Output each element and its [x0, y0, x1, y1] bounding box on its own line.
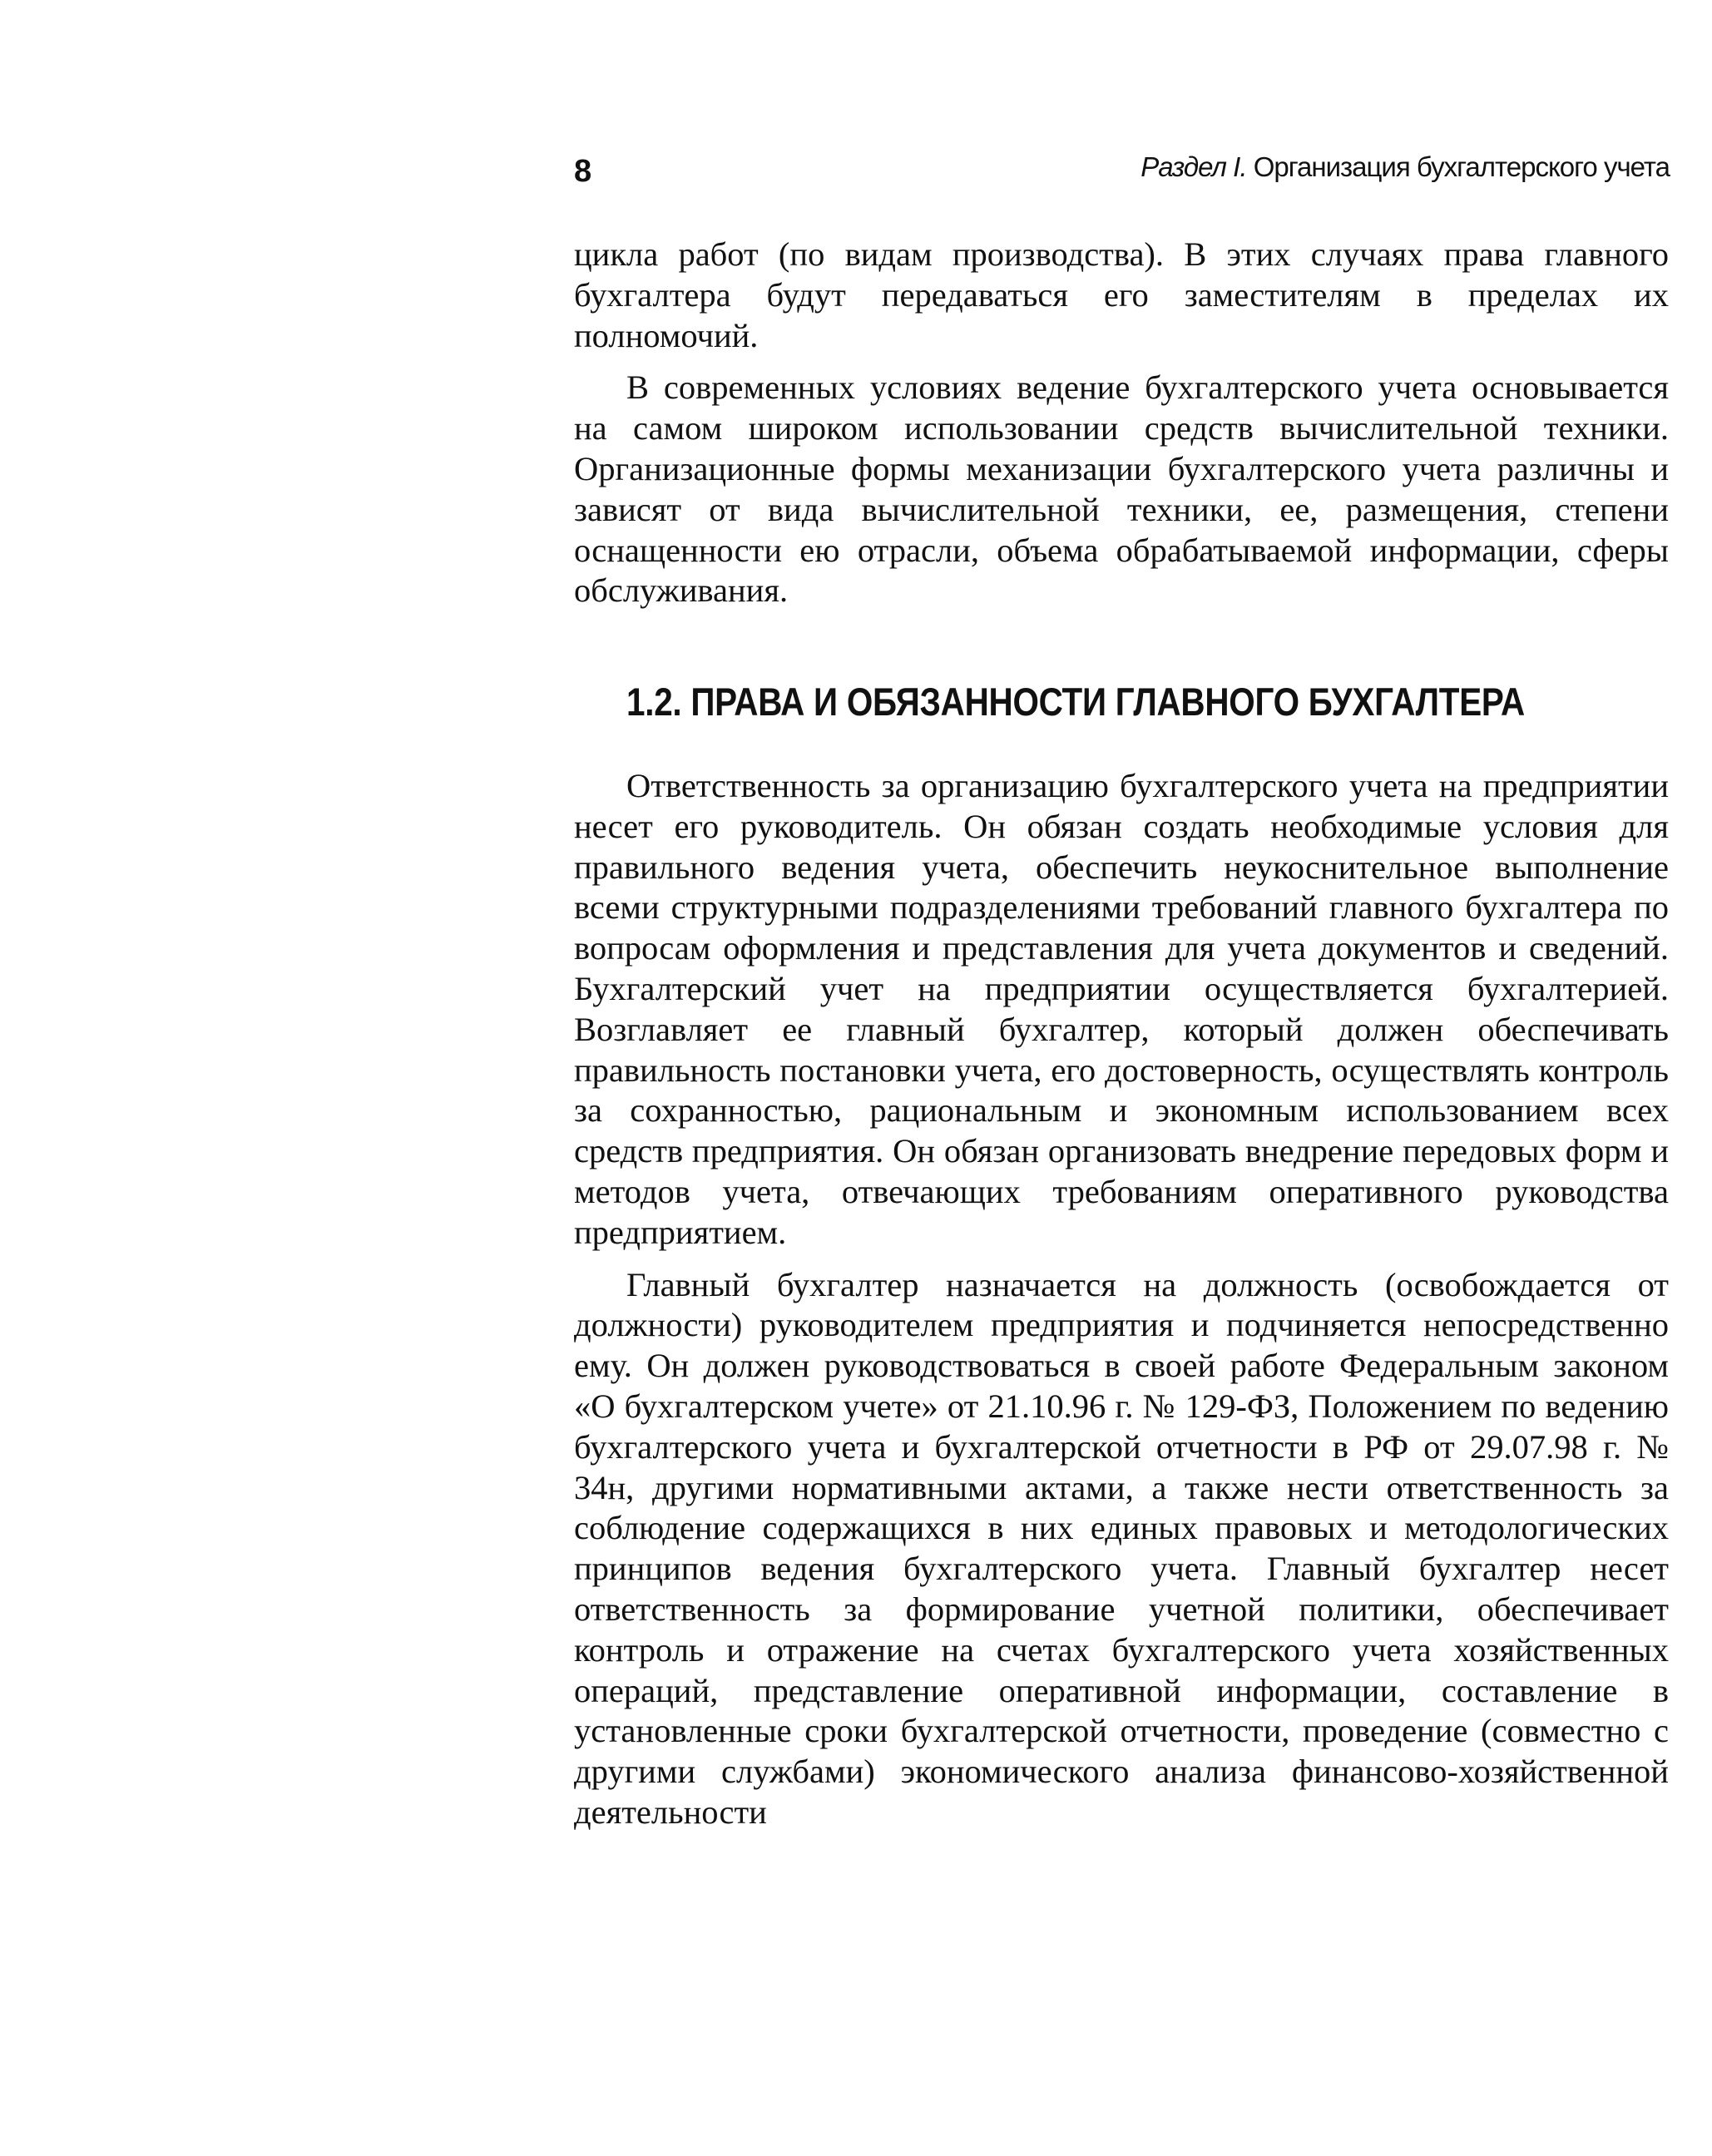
section-title: Организация бухгалтерского учета [1253, 151, 1670, 182]
section-text [574, 766, 1669, 1833]
paragraph: В современных условиях ведение бухгалтерского учета основывается на самом широком использовании средств вычислительной техники. Организационные формы механизации бухгалтерского учета различны и зависят от вида вычислительной техники, ее, размещения, степени оснащенности ею отрасли, объема обрабатываемой информации, сферы обслуживания. [574, 368, 1669, 610]
running-head [1141, 148, 1670, 186]
section-heading: 1.2. ПРАВА И ОБЯЗАННОСТИ ГЛАВНОГО БУХГАЛТЕРА [626, 680, 1525, 724]
paragraph: Ответственность за организацию бухгалтерского учета на предприятии несет его руководитель. Он обязан создать необходимые условия для правильного ведения учета, обеспечить неукоснительное выполнение всеми структурными подразделениями требований главного бухгалтера по вопросам оформления и представления для учета документов и сведений. Бухгалтерский учет на предприятии осуществляется бухгалтерией. Возглавляет ее главный бухгалтер, который должен обеспечивать правильность постановки учета, его достоверность, осуществлять контроль за сохранностью, рациональным и экономным использованием всех средств предприятия. Он обязан организовать внедрение передовых форм и методов учета, отвечающих требованиям оперативного руководства предприятием. [574, 767, 1669, 1251]
page-number: 8 [574, 154, 592, 189]
intro-text [574, 235, 1669, 611]
section-label: Раздел I. [1141, 151, 1247, 182]
paragraph-continued: цикла работ (по видам производства). В этих случаях права главного бухгалтера будут передаваться его заместителям в пределах их полномочий. [574, 235, 1669, 354]
paragraph: Главный бухгалтер назначается на должность (освобождается от должности) руководителем предприятия и подчиняется непосредственно ему. Он должен руководствоваться в своей работе Федеральным законом «О бухгалтерском учете» от 21.10.96 г. № 129-ФЗ, Положением по ведению бухгалтерского учета и бухгалтерской отчетности в РФ от 29.07.98 г. № 34н, другими нормативными актами, а также нести ответственность за соблюдение содержащихся в них единых правовых и методологических принципов ведения бухгалтерского учета. Главный бухгалтер несет ответственность за формирование учетной политики, обеспечивает контроль и отражение на счетах бухгалтерского учета хозяйственных операций, представление оперативной информации, составление в установленные сроки бухгалтерской отчетности, проведение (совместно с другими службами) экономического анализа финансово-хозяйственной деятельности [574, 1265, 1669, 1831]
